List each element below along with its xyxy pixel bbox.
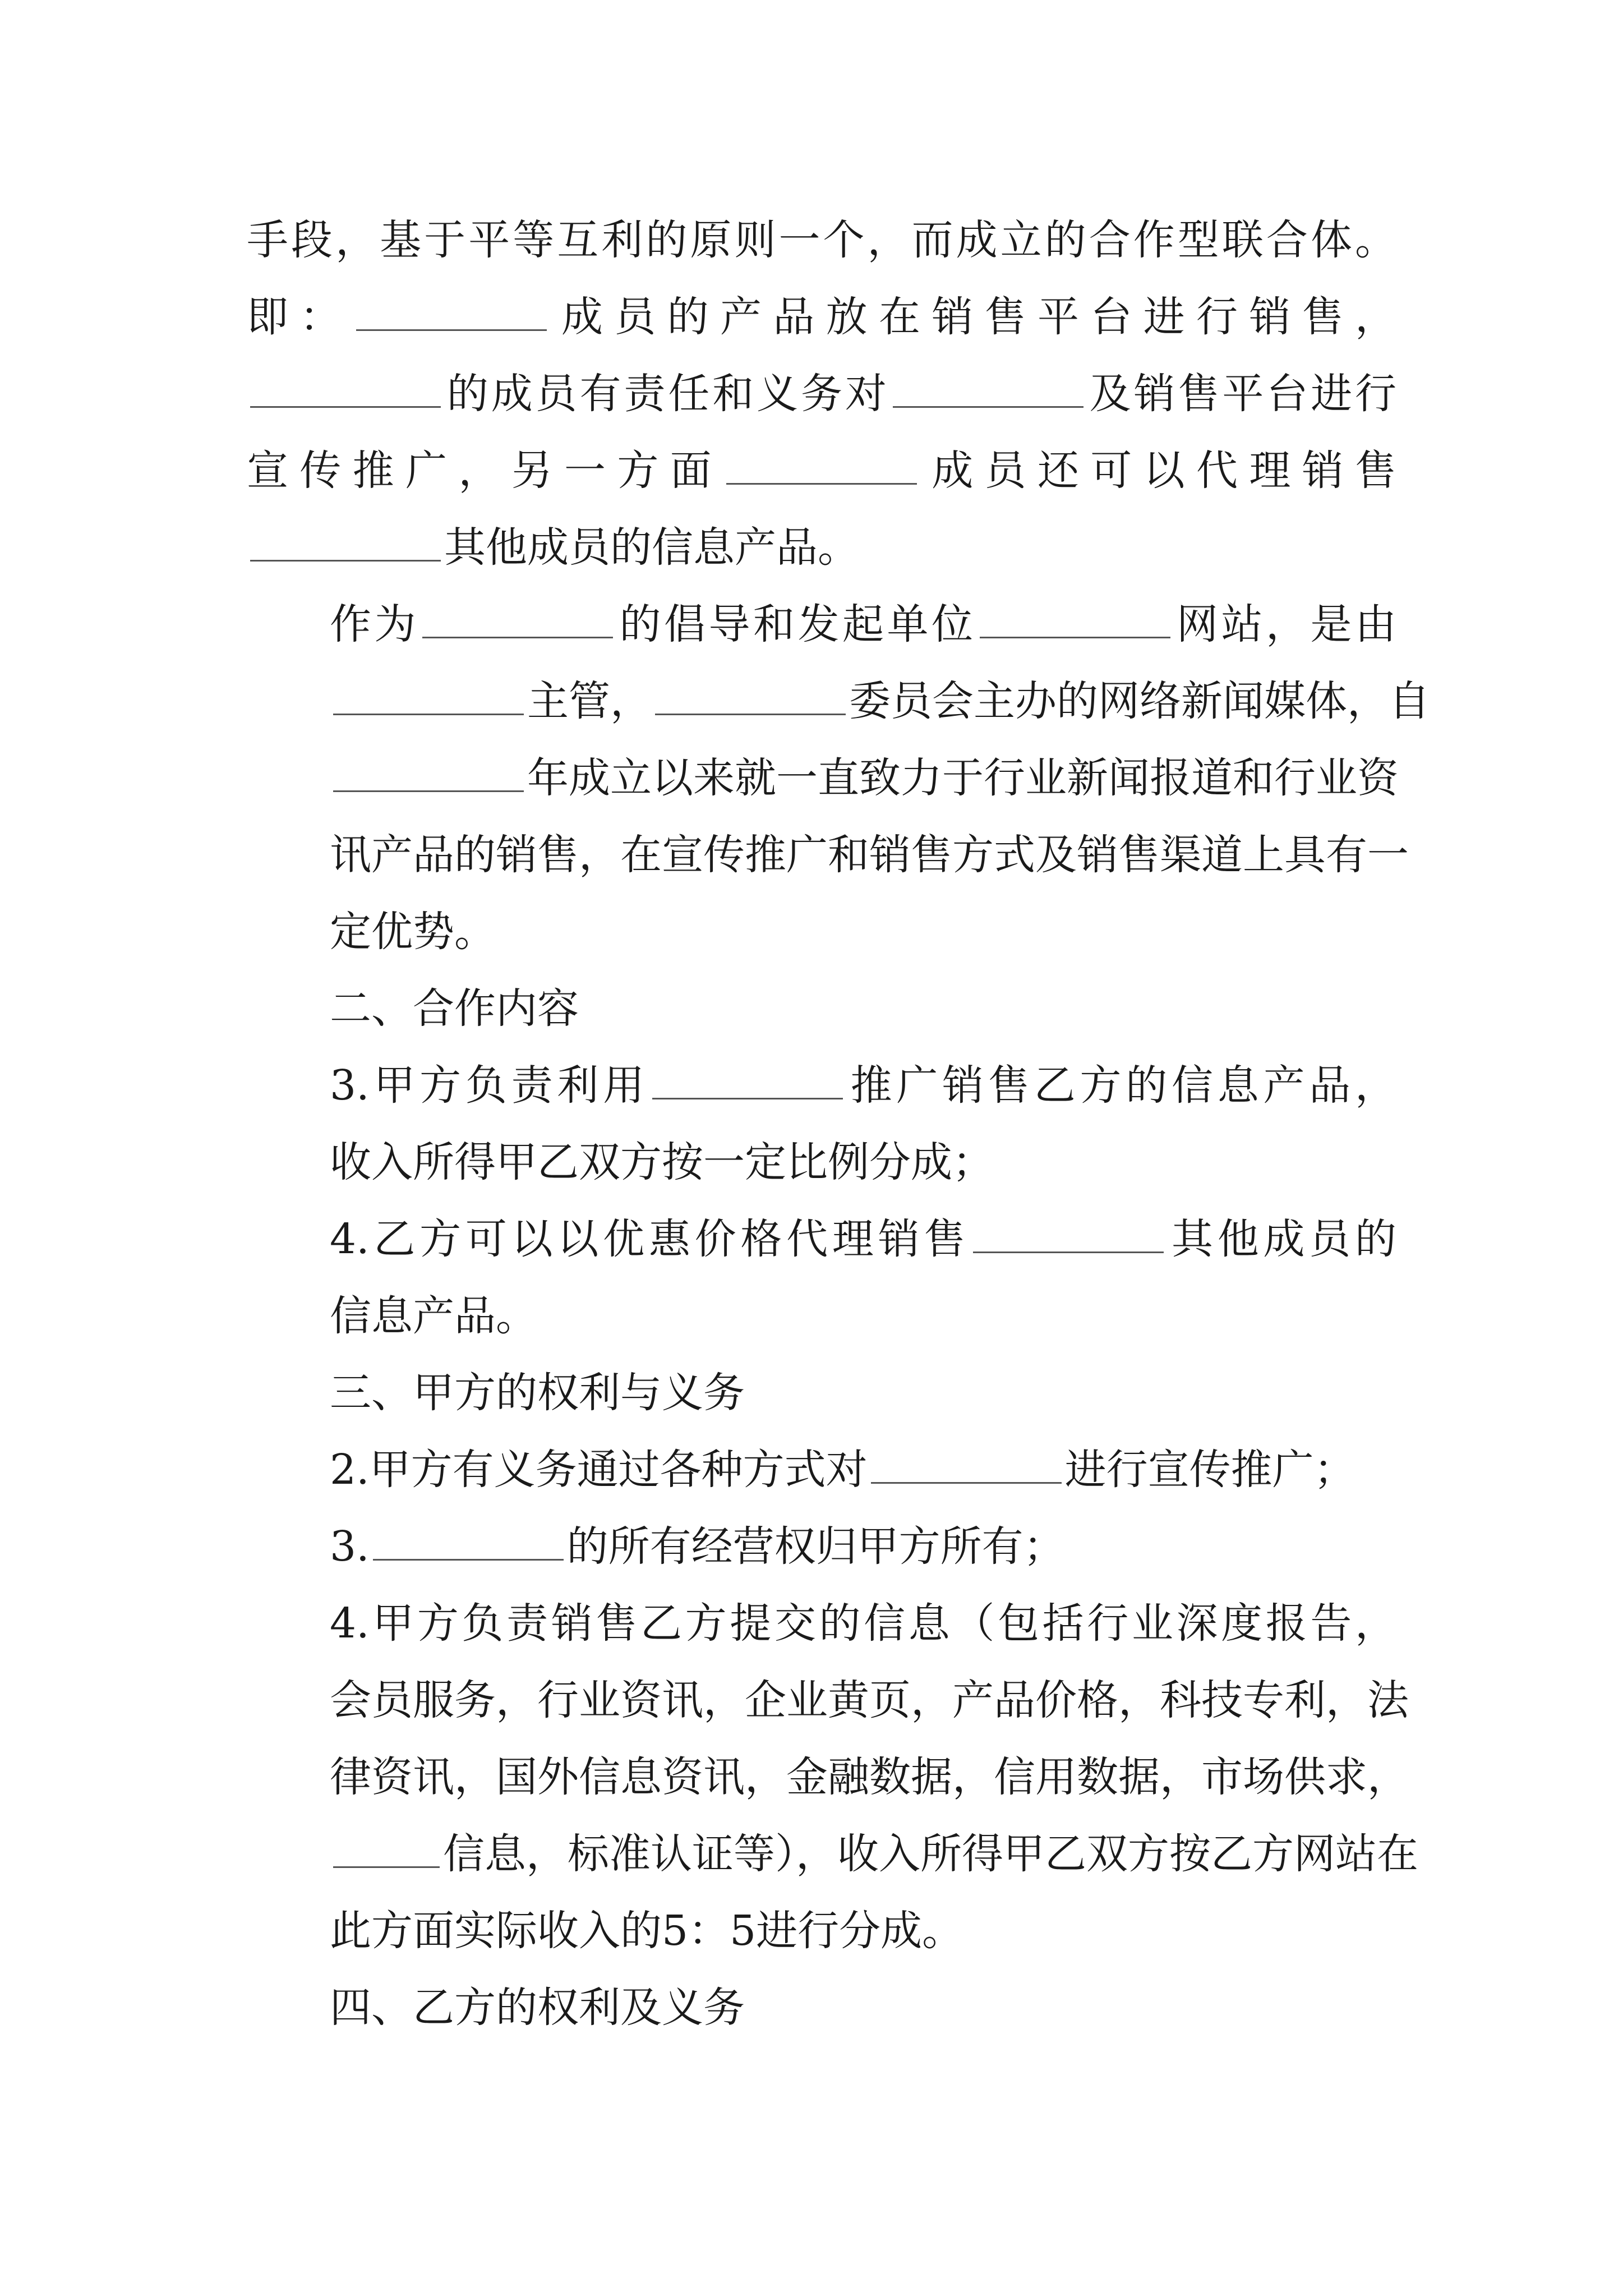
- fill-in-blank: [655, 680, 846, 715]
- text-segment: 二、合作内容: [330, 984, 579, 1033]
- text-segment: 讯产品的销售，在宣传推广和销售方式及销售渠道上具有一: [330, 831, 1409, 879]
- text-segment: 收入所得甲乙双方按一定比例分成；: [330, 1138, 994, 1186]
- fill-in-blank: [250, 372, 441, 408]
- text-segment: 2.甲方有义务通过各种方式对: [330, 1446, 868, 1494]
- fill-in-blank: [333, 680, 524, 715]
- text-line: [247, 509, 1396, 586]
- text-segment: 的成员有责任和义务对: [444, 370, 889, 418]
- text-segment: 此方面实际收入的5：5进行分成。: [330, 1907, 964, 1955]
- paragraph: [247, 202, 1396, 586]
- paragraph: [247, 1432, 1396, 1508]
- text-line: [247, 740, 1399, 817]
- text-segment: 三、甲方的权利与义务: [330, 1369, 745, 1417]
- text-segment: 3.甲方负责利用: [330, 1061, 649, 1110]
- paragraph: [247, 1047, 1396, 1201]
- document-body: [247, 202, 1430, 2046]
- paragraph: [247, 1508, 1396, 1585]
- text-segment: 网站，是由: [1173, 600, 1396, 648]
- paragraph: [247, 586, 1430, 970]
- text-line: [247, 1047, 1396, 1124]
- paragraph: [247, 1201, 1396, 1355]
- text-line: [247, 586, 1396, 663]
- text-line: [247, 202, 1396, 279]
- text-segment: 律资讯，国外信息资讯，金融数据，信用数据，市场供求，: [330, 1753, 1409, 1801]
- text-segment: 及销售平台进行: [1086, 370, 1397, 418]
- text-segment: 的倡导和发起单位: [616, 600, 976, 648]
- text-segment: 4.甲方负责销售乙方提交的信息（包括行业深度报告，: [330, 1599, 1396, 1648]
- fill-in-blank: [726, 449, 917, 485]
- text-segment: 信息，标准认证等），收入所得甲乙双方按乙方网站在: [443, 1830, 1418, 1878]
- fill-in-blank: [373, 1525, 564, 1561]
- text-line: [247, 1201, 1396, 1278]
- text-segment: 信息产品。: [330, 1292, 537, 1340]
- fill-in-blank: [422, 603, 613, 638]
- text-line: [247, 279, 1396, 356]
- text-segment: 其他成员的: [1167, 1215, 1397, 1263]
- text-segment: 其他成员的信息产品。: [444, 523, 859, 572]
- text-segment: 的所有经营权归甲方所有；: [566, 1522, 1065, 1571]
- fill-in-blank: [356, 296, 547, 331]
- text-line: [247, 663, 1430, 740]
- text-line: [247, 1585, 1396, 1662]
- text-segment: 委员会主办的网络新闻媒体，自: [849, 677, 1430, 725]
- text-segment: 宣传推广，另一方面: [247, 447, 723, 495]
- text-segment: 成员还可以代理销售: [920, 447, 1396, 495]
- text-line: [247, 817, 1409, 894]
- text-segment: 作为: [330, 600, 419, 648]
- fill-in-blank: [250, 526, 441, 562]
- text-segment: 会员服务，行业资讯，企业黄页，产品价格，科技专利，法: [330, 1676, 1409, 1724]
- text-segment: 四、乙方的权利及义务: [330, 1984, 745, 2032]
- fill-in-blank: [893, 372, 1083, 408]
- text-line: [247, 432, 1396, 509]
- text-segment: 4.乙方可以以优惠价格代理销售: [330, 1215, 970, 1263]
- text-segment: 即：: [247, 293, 353, 341]
- fill-in-blank: [973, 1218, 1164, 1253]
- text-line: [247, 356, 1396, 432]
- text-line: [247, 1739, 1409, 1816]
- text-segment: 定优势。: [330, 908, 496, 956]
- text-segment: 成员的产品放在销售平台进行销售，: [550, 293, 1397, 341]
- fill-in-blank: [333, 757, 524, 792]
- paragraph: [247, 970, 1396, 1047]
- text-segment: 年成立以来就一直致力于行业新闻报道和行业资: [527, 754, 1399, 802]
- text-segment: 进行宣传推广；: [1064, 1446, 1355, 1494]
- text-line: [247, 970, 1396, 1047]
- paragraph: [247, 1970, 1396, 2046]
- text-line: [247, 1355, 1396, 1432]
- fill-in-blank: [871, 1448, 1062, 1484]
- text-segment: 手段，基于平等互利的原则一个，而成立的合作型联合体。: [247, 216, 1396, 264]
- paragraph: [247, 1355, 1396, 1432]
- text-line: [247, 1432, 1396, 1508]
- fill-in-blank: [980, 603, 1170, 638]
- text-line: [247, 1508, 1396, 1585]
- text-line: [247, 1278, 1396, 1355]
- text-segment: 推广销售乙方的信息产品，: [846, 1061, 1396, 1110]
- paragraph: [247, 1585, 1418, 1970]
- fill-in-blank: [652, 1064, 843, 1099]
- text-segment: 主管，: [527, 677, 652, 725]
- text-line: [247, 1662, 1409, 1739]
- text-line: [247, 1970, 1396, 2046]
- text-line: [247, 894, 1396, 970]
- text-segment: 3.: [330, 1522, 370, 1571]
- text-line: [247, 1816, 1418, 1893]
- fill-in-blank: [333, 1833, 440, 1868]
- text-line: [247, 1893, 1396, 1970]
- text-line: [247, 1124, 1396, 1201]
